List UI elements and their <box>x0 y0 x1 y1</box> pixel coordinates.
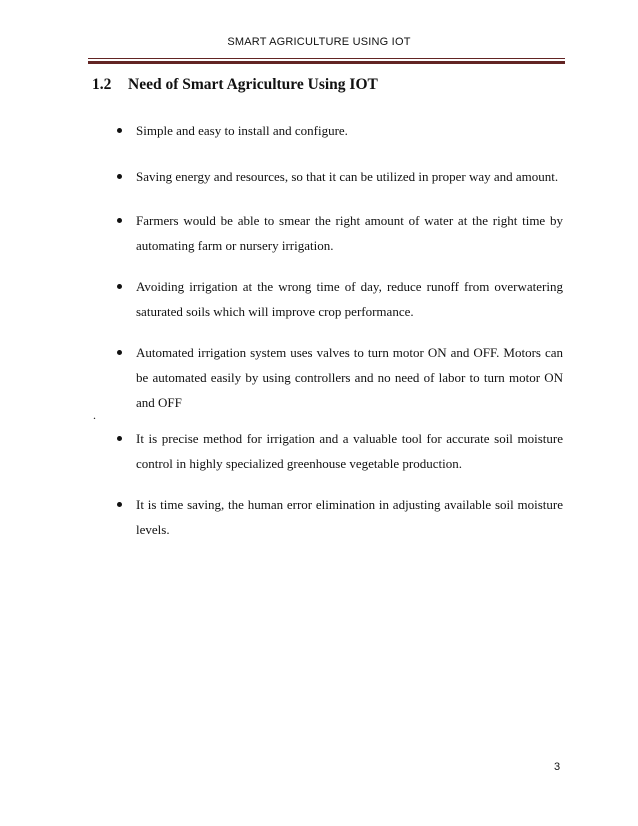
list-item-text: Simple and easy to install and configure. <box>136 123 348 138</box>
bullet-icon <box>117 436 122 441</box>
bullet-icon <box>117 128 122 133</box>
running-header: SMART AGRICULTURE USING IOT <box>227 36 411 48</box>
bullet-icon <box>117 350 122 355</box>
list-item-text: Farmers would be able to smear the right amount of water at the right time by automating farm or nursery irrigation. <box>136 213 563 253</box>
bullet-icon <box>117 502 122 507</box>
section-number: 1.2 <box>92 76 112 93</box>
bullet-icon <box>117 174 122 179</box>
list-item-text: It is precise method for irrigation and a valuable tool for accurate soil moisture control in highly specialized greenhouse vegetable production. <box>136 431 563 471</box>
bullet-icon <box>117 218 122 223</box>
list-item-text: Avoiding irrigation at the wrong time of day, reduce runoff from overwatering saturated soils which will improve crop performance. <box>136 279 563 319</box>
list-item-text: Automated irrigation system uses valves to turn motor ON and OFF. Motors can be automated easily by using controllers and no need of labor to turn motor ON and OFF <box>136 345 563 410</box>
list-item-text: It is time saving, the human error elimination in adjusting available soil moisture levels. <box>136 497 563 537</box>
section-title: Need of Smart Agriculture Using IOT <box>128 76 378 93</box>
list-item-text: Saving energy and resources, so that it can be utilized in proper way and amount. <box>136 169 559 184</box>
page-number: 3 <box>554 761 561 773</box>
bullet-icon <box>117 284 122 289</box>
stray-period: . <box>93 408 96 422</box>
